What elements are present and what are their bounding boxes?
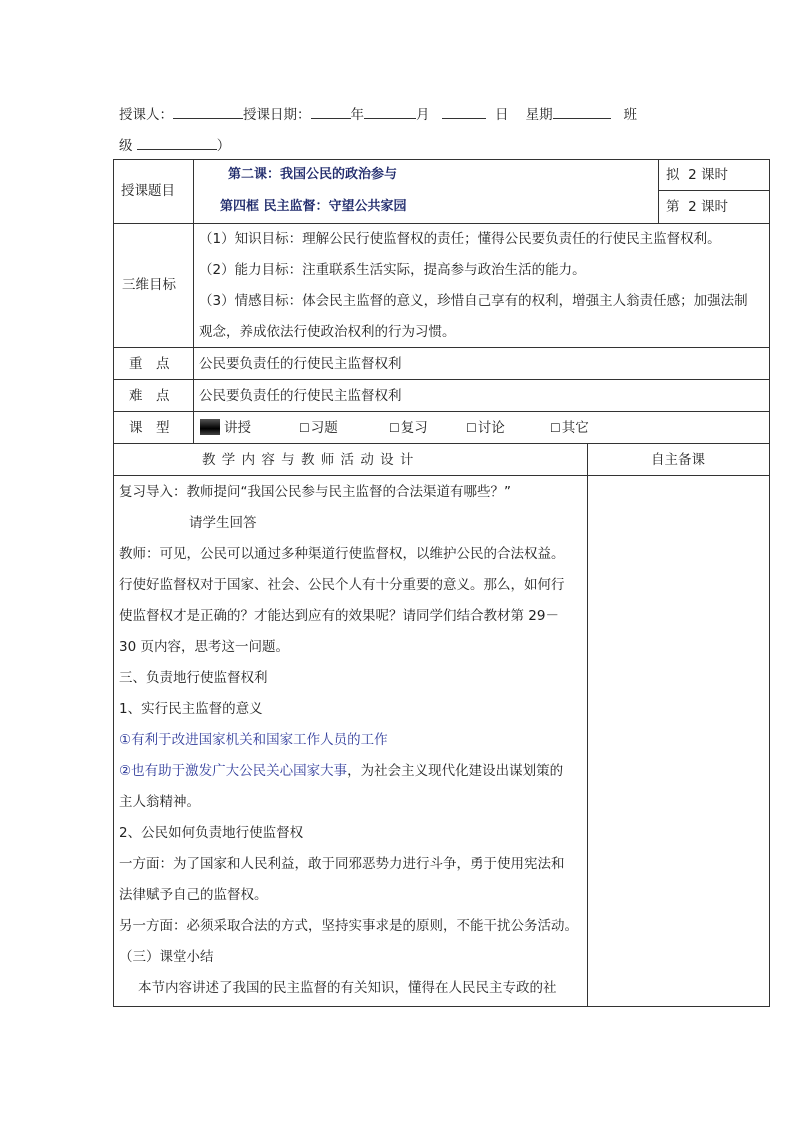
content-line-10 [119,762,585,780]
type-option-exercise-label: 习题 [310,420,338,436]
month-blank [364,104,416,119]
weekday-label: 星期 [525,107,553,123]
grid-line [113,443,770,444]
type-label: 课 型 [129,420,170,436]
grid-line [658,190,770,191]
class-blank [137,135,217,150]
grid-line [113,1006,770,1007]
grid-line [113,223,770,224]
day-blank [442,104,486,119]
goal-knowledge: （1）知识目标：理解公民行使监督权的责任；懂得公民要负责任的行使民主监督权利。 [199,231,721,247]
grid-line [113,159,114,1007]
content-line-14: 法律赋予自己的监督权。 [119,887,268,903]
content-line-5: 使监督权才是正确的？才能达到应有的效果呢？请同学们结合教材第 29－ [119,608,559,624]
difficulty-value: 公民要负责任的行使民主监督权利 [199,388,402,404]
class-close: ） [216,138,231,154]
content-line-16: （三）课堂小结 [119,949,214,965]
goal-ability: （2）能力目标：注重联系生活实际，提高参与政治生活的能力。 [199,262,586,278]
content-line-10-part-2: ，为社会主义现代化建设出谋划策的 [347,763,564,779]
seq-hours: 2 课时 [688,199,728,215]
plan-hours: 2 课时 [688,167,728,183]
checked-box-icon[interactable] [200,419,220,435]
content-line-7: 三、负责地行使监督权利 [119,670,268,686]
type-option-discussion-label: 讨论 [477,420,505,436]
weekday-blank [553,104,611,119]
content-line-9: ①有利于改进国家机关和国家工作人员的工作 [119,732,388,748]
content-line-8: 1、实行民主监督的意义 [119,701,263,717]
grid-line [113,411,770,412]
selfprep-header: 自主备课 [651,452,705,468]
content-line-6: 30 页内容，思考这一问题。 [119,639,289,655]
goal-emotion-1: （3）情感目标：体会民主监督的意义，珍惜自己享有的权利，增强主人翁责任感；加强法制 [199,293,748,309]
lesson-title: 第二课：我国公民的政治参与 [228,167,398,182]
type-option-review[interactable] [389,419,428,437]
content-line-4: 行使好监督权对于国家、社会、公民个人有十分重要的意义。那么，如何行 [119,577,565,593]
plan-label: 拟 [666,167,680,183]
type-option-exercise[interactable] [299,419,338,437]
grid-line [113,159,770,160]
plan-hours-cell [666,166,728,184]
content-line-1: 复习导入：教师提问“我国公民参与民主监督的合法渠道有哪些？” [119,484,511,500]
teacher-label: 授课人： [119,107,173,123]
class-label-2: 级 [119,138,133,154]
content-line-10-part-1: ②也有助于激发广大公民关心国家大事 [119,763,348,779]
type-option-discussion[interactable] [466,419,505,437]
header-line-1 [119,103,637,123]
content-line-12: 2、公民如何负责地行使监督权 [119,825,304,841]
type-option-other[interactable] [550,419,589,437]
year-blank [311,104,351,119]
day-label: 日 [494,107,509,123]
month-label: 月 [416,107,430,123]
year-label: 年 [350,107,364,123]
goals-label: 三维目标 [122,277,176,293]
seq-hours-cell [666,198,728,216]
type-option-review-label: 复习 [400,420,428,436]
content-line-15: 另一方面：必须采取合法的方式，坚持实事求是的原则，不能干扰公务活动。 [119,918,578,934]
key-value: 公民要负责任的行使民主监督权利 [199,356,402,372]
content-line-11: 主人翁精神。 [119,794,200,810]
date-label: 授课日期： [243,107,311,123]
grid-line [113,347,770,348]
grid-line [113,379,770,380]
content-line-3: 教师：可见，公民可以通过多种渠道行使监督权，以维护公民的合法权益。 [119,546,565,562]
topic-label: 授课题目 [121,183,175,199]
class-label: 班 [623,107,638,123]
grid-line [658,159,659,224]
type-option-other-label: 其它 [561,420,589,436]
seq-label: 第 [666,199,680,215]
key-label: 重 点 [129,356,170,372]
content-line-2: 请学生回答 [189,515,257,531]
difficulty-label: 难 点 [129,388,170,404]
grid-line [769,159,770,1007]
design-header: 教 学 内 容 与 教 师 活 动 设 计 [202,452,415,468]
header-line-2 [119,134,230,154]
content-line-17: 本节内容讲述了我国的民主监督的有关知识，懂得在人民民主专政的社 [138,980,557,996]
grid-line [193,159,194,444]
content-line-13: 一方面：为了国家和人民利益，敢于同邪恶势力进行斗争，勇于使用宪法和 [119,856,565,872]
grid-line [113,475,770,476]
section-title: 第四框 民主监督：守望公共家园 [220,199,407,214]
type-option-lecture: 讲授 [224,420,251,436]
goal-emotion-2: 观念，养成依法行使政治权利的行为习惯。 [199,324,456,340]
teacher-blank [173,104,243,119]
